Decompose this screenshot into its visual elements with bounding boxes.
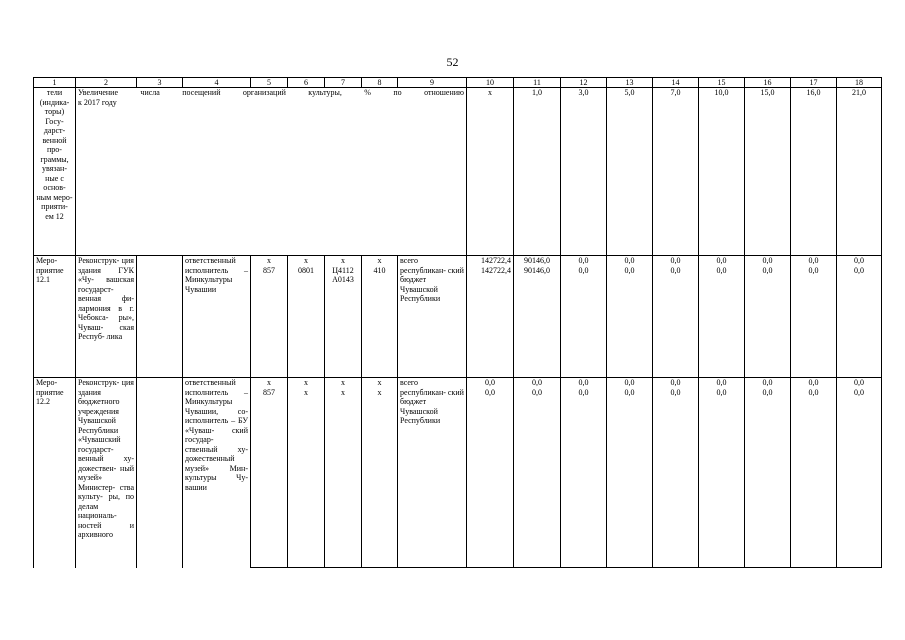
funding-value: 0,0 xyxy=(607,256,653,266)
indicator-value: 10,0 xyxy=(699,88,745,256)
target-article-code: x xyxy=(325,378,362,388)
indicator-value: 7,0 xyxy=(653,88,699,256)
indicator-value: 5,0 xyxy=(607,88,653,256)
indicator-col9: x xyxy=(467,88,514,256)
funding-value: 0,0 xyxy=(514,388,561,568)
funding-value: 0,0 xyxy=(837,378,882,388)
funding-value: 0,0 xyxy=(561,378,607,388)
funding-value: 0,0 xyxy=(653,266,699,378)
column-number: 13 xyxy=(607,78,653,88)
indicator-description-line: Увеличение числа посещений организаций культуры, % по отношению xyxy=(78,88,464,97)
expense-type-code: x xyxy=(362,378,398,388)
program-table xyxy=(33,77,882,568)
event-name: Реконструк- ция здания ГУК «Чу- вашская государст- венная фи- лармония в г. Чебокса- ры», Чуваш- ская Респуб- лика xyxy=(76,256,137,378)
funding-value: 0,0 xyxy=(514,378,561,388)
funding-source: республикан- ский бюджет Чувашской Республики xyxy=(398,266,467,378)
funding-value: 0,0 xyxy=(699,256,745,266)
column-number: 18 xyxy=(837,78,882,88)
column-number: 7 xyxy=(325,78,362,88)
funding-value: 0,0 xyxy=(653,388,699,568)
event-col3 xyxy=(137,256,183,378)
funding-value: 0,0 xyxy=(837,388,882,568)
indicator-value: 1,0 xyxy=(514,88,561,256)
section-code: x xyxy=(288,256,325,266)
funding-value: 0,0 xyxy=(699,388,745,568)
indicator-value: 3,0 xyxy=(561,88,607,256)
funding-value: 0,0 xyxy=(653,256,699,266)
funding-value: 0,0 xyxy=(561,388,607,568)
event-row-total xyxy=(34,256,882,266)
funding-value: 0,0 xyxy=(837,256,882,266)
funding-value: 90146,0 xyxy=(514,256,561,266)
grbs-code: 857 xyxy=(251,266,288,378)
funding-value: 0,0 xyxy=(745,388,791,568)
expense-type-code: x xyxy=(362,256,398,266)
column-number: 10 xyxy=(467,78,514,88)
column-number: 11 xyxy=(514,78,561,88)
funding-value: 0,0 xyxy=(699,266,745,378)
target-article-code: x xyxy=(325,256,362,266)
funding-value: 0,0 xyxy=(653,378,699,388)
expense-type-code: 410 xyxy=(362,266,398,378)
column-number: 3 xyxy=(137,78,183,88)
funding-value: 142722,4 xyxy=(467,266,514,378)
column-number: 1 xyxy=(34,78,76,88)
funding-value: 0,0 xyxy=(607,388,653,568)
funding-value: 0,0 xyxy=(699,378,745,388)
funding-source: республикан- ский бюджет Чувашской Республики xyxy=(398,388,467,568)
funding-source: всего xyxy=(398,256,467,266)
funding-value: 0,0 xyxy=(837,266,882,378)
column-number: 4 xyxy=(183,78,251,88)
funding-value: 0,0 xyxy=(561,256,607,266)
funding-value: 0,0 xyxy=(561,266,607,378)
column-number: 6 xyxy=(288,78,325,88)
indicator-value: 21,0 xyxy=(837,88,882,256)
column-number: 16 xyxy=(745,78,791,88)
column-number-row xyxy=(34,78,882,88)
funding-value: 0,0 xyxy=(467,378,514,388)
funding-value: 0,0 xyxy=(791,378,837,388)
section-code: x xyxy=(288,388,325,568)
funding-value: 0,0 xyxy=(745,378,791,388)
grbs-code: x xyxy=(251,378,288,388)
target-article-code: Ц4112 А0143 xyxy=(325,266,362,378)
expense-type-code: x xyxy=(362,388,398,568)
grbs-code: x xyxy=(251,256,288,266)
indicator-label-cell: тели (индика- торы) Госу- дарст- венной про- граммы, увязан- ные с основ- ным меро- прияти- ем 12 xyxy=(34,88,76,256)
indicator-description-line: к 2017 году xyxy=(78,97,117,107)
indicator-value: 16,0 xyxy=(791,88,837,256)
event-row-total xyxy=(34,378,882,388)
event-executor: ответственный исполнитель – Минкультуры Чувашии, со- исполнитель – БУ «Чуваш- ский государ- ственный ху- дожественный музей» Мин- культуры Чу- вашии xyxy=(183,378,251,568)
target-article-code: x xyxy=(325,388,362,568)
column-number: 15 xyxy=(699,78,745,88)
section-code: x xyxy=(288,378,325,388)
indicator-row xyxy=(34,88,882,256)
column-number: 12 xyxy=(561,78,607,88)
column-number: 14 xyxy=(653,78,699,88)
funding-value: 90146,0 xyxy=(514,266,561,378)
funding-value: 0,0 xyxy=(791,266,837,378)
column-number: 8 xyxy=(362,78,398,88)
funding-value: 0,0 xyxy=(467,388,514,568)
funding-value: 0,0 xyxy=(607,378,653,388)
column-number: 9 xyxy=(398,78,467,88)
funding-value: 0,0 xyxy=(791,256,837,266)
funding-value: 0,0 xyxy=(745,266,791,378)
column-number: 2 xyxy=(76,78,137,88)
grbs-code: 857 xyxy=(251,388,288,568)
event-col3 xyxy=(137,378,183,568)
section-code: 0801 xyxy=(288,266,325,378)
funding-source: всего xyxy=(398,378,467,388)
event-label: Меро- приятие 12.2 xyxy=(34,378,76,568)
funding-value: 142722,4 xyxy=(467,256,514,266)
indicator-description xyxy=(76,88,467,256)
column-number: 17 xyxy=(791,78,837,88)
event-name: Реконструк- ция здания бюджетного учреждения Чувашской Республики «Чувашский государст- венный ху- дожествен- ный музей» Министер- ства культу- ры, по делам националь- ностей и архивного xyxy=(76,378,137,568)
indicator-value: 15,0 xyxy=(745,88,791,256)
event-executor: ответственный исполнитель – Минкультуры Чувашии xyxy=(183,256,251,378)
event-label: Меро- приятие 12.1 xyxy=(34,256,76,378)
funding-value: 0,0 xyxy=(607,266,653,378)
funding-value: 0,0 xyxy=(791,388,837,568)
page-number: 52 xyxy=(446,55,459,69)
column-number: 5 xyxy=(251,78,288,88)
funding-value: 0,0 xyxy=(745,256,791,266)
